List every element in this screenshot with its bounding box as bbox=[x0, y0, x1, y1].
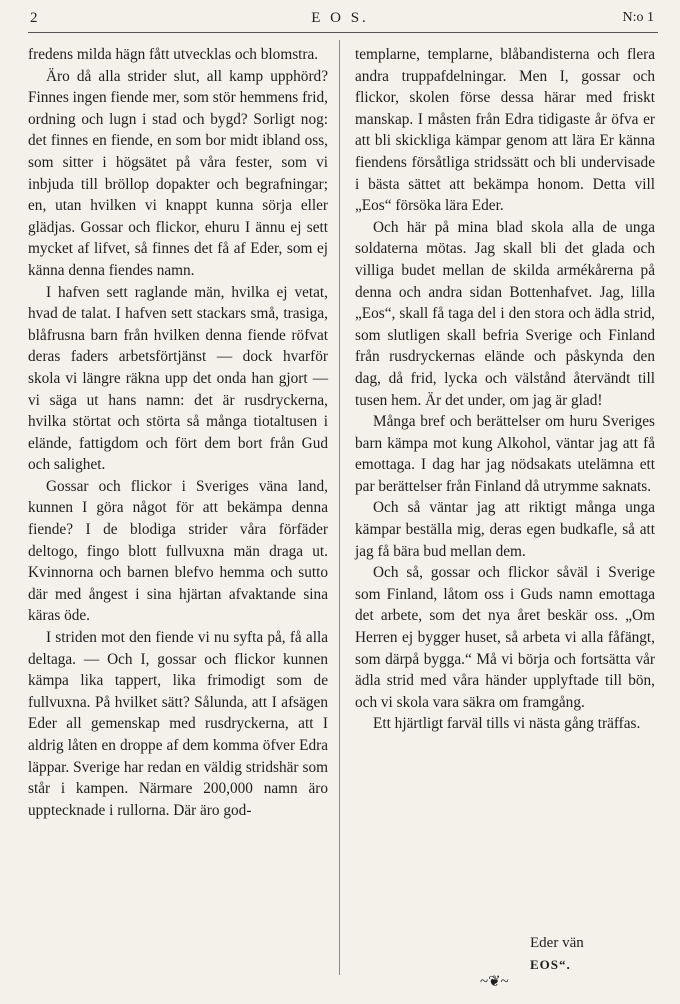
header-rule bbox=[28, 32, 658, 33]
right-column-paragraph: Och här på mina blad skola alla de unga soldaterna mötas. Jag skall bli det glada och villiga budet mellan de skilda armékårerna på denna och andra sidan Bottenhafvet. Jag, lilla „Eos“, skall få taga del i den stora och ädla strid, som slutligen skall befria Sverige och Finland från rusdryckernas elände och påskynda den dag, då frid, lycka och välstånd återvändt till tusen hem. Är det under, om jag är glad! bbox=[355, 218, 655, 409]
page-number: 2 bbox=[30, 10, 38, 26]
signature-block bbox=[530, 932, 584, 976]
issue-number: N:o 1 bbox=[622, 10, 654, 25]
page-header bbox=[0, 4, 680, 34]
left-column-paragraph: I hafven sett raglande män, hvilka ej vetat, hvad de talat. I hafven sett stackars små, trasiga, blåfrusna barn från hvilken denna fiende röfvat deras faders arbetsförtjänst — dock hvarför skola vi längre räkna upp det onda han gjort — vi säga ut hans namn: det är rusdryckerna, hvilka störtat och störta så många tiotaltusen i elände, fattigdom och fört dem bort från Gud och salighet. bbox=[28, 283, 328, 474]
left-column-paragraph: Äro då alla strider slut, all kamp upphörd? Finnes ingen fiende mer, som stör hemmens frid, ordning och lugn i stad och bygd? Sorligt nog: det finnes en fiende, en som bor midt ibland oss, som sitter i högsätet på våra fester, som vi inbjuda till bröllop dopakter och begrafningar; en, utan hvilken vi knappt kunna sörja eller glädjas. Gossar och flickor, ehuru I ännu ej sett mycket af lifvet, så finnes det få af Eder, som ej känna denna fiendes namn. bbox=[28, 67, 328, 279]
left-column bbox=[28, 44, 328, 821]
left-column-paragraph: fredens milda hägn fått utvecklas och blomstra. bbox=[28, 46, 319, 63]
column-divider bbox=[339, 40, 340, 975]
ornament-icon: ~❦~ bbox=[480, 974, 509, 990]
right-column-paragraph: Och så väntar jag att riktigt många unga kämpar beställa mig, deras egen budkafle, så att jag få bära bud mellan dem. bbox=[355, 499, 655, 560]
left-column-paragraph: I striden mot den fiende vi nu syfta på, få alla deltaga. — Och I, gossar och flickor kunnen kämpa lika tappert, lika frimodigt som de fullvuxna. På hvilket sätt? Sålunda, att I afsägen Eder all gemenskap med rusdryckerna, att I aldrig låten en droppe af dem komma öfver Edra läppar. Sverige har redan en väldig stridshär som står i kampen. Närmare 200,000 namn äro upptecknade i rullorna. Där äro god- bbox=[28, 629, 328, 819]
right-column-paragraph: Ett hjärtligt farväl tills vi nästa gång träffas. bbox=[373, 715, 641, 733]
right-column-paragraph: Och så, gossar och flickor såväl i Sverige som Finland, låtom oss i Guds namn emottaga det arbete, som det nya året beskär oss. „Om Herren ej bygger huset, så arbeta vi alla fåfängt, som därpå bygga.“ Må vi börja och fortsätta vår ädla strid med våra händer upplyftade till bön, och vi skola vara säkra om framgång. bbox=[355, 564, 655, 711]
right-column bbox=[355, 44, 655, 735]
left-column-paragraph: Gossar och flickor i Sveriges väna land, kunnen I göra något för att bekämpa denna fiende? I de blodiga strider våra förfäder deltogo, fingo blott fullvuxna män draga ut. Kvinnorna och barnen blefvo hemma och sutto där med ångest i sina hjärtan afvaktande sina käras öde. bbox=[28, 477, 328, 625]
journal-title: E O S. bbox=[311, 10, 369, 26]
signature-name: EOS“. bbox=[530, 957, 571, 972]
signature-greeting: Eder vän bbox=[530, 935, 584, 951]
right-column-paragraph: templarne, templarne, blåbandisterna och flera andra truppafdelningar. Men I, gossar och flickor, skolen förse dessa härar med friskt manskap. I måsten från Edra tidigaste år öfva er att bli skickliga kämpar genom att lära Er känna fiendens försåtliga stridssätt och bli undervisade i bästa sättet att bekämpa honom. Detta vill „Eos“ försöka lära Eder. bbox=[355, 46, 655, 215]
right-column-paragraph: Många bref och berättelser om huru Sveriges barn kämpa mot kung Alkohol, väntar jag att få emottaga. I dag har jag nödsakats utelämna ett par berättelser från Finland då utrymme saknats. bbox=[355, 413, 655, 495]
